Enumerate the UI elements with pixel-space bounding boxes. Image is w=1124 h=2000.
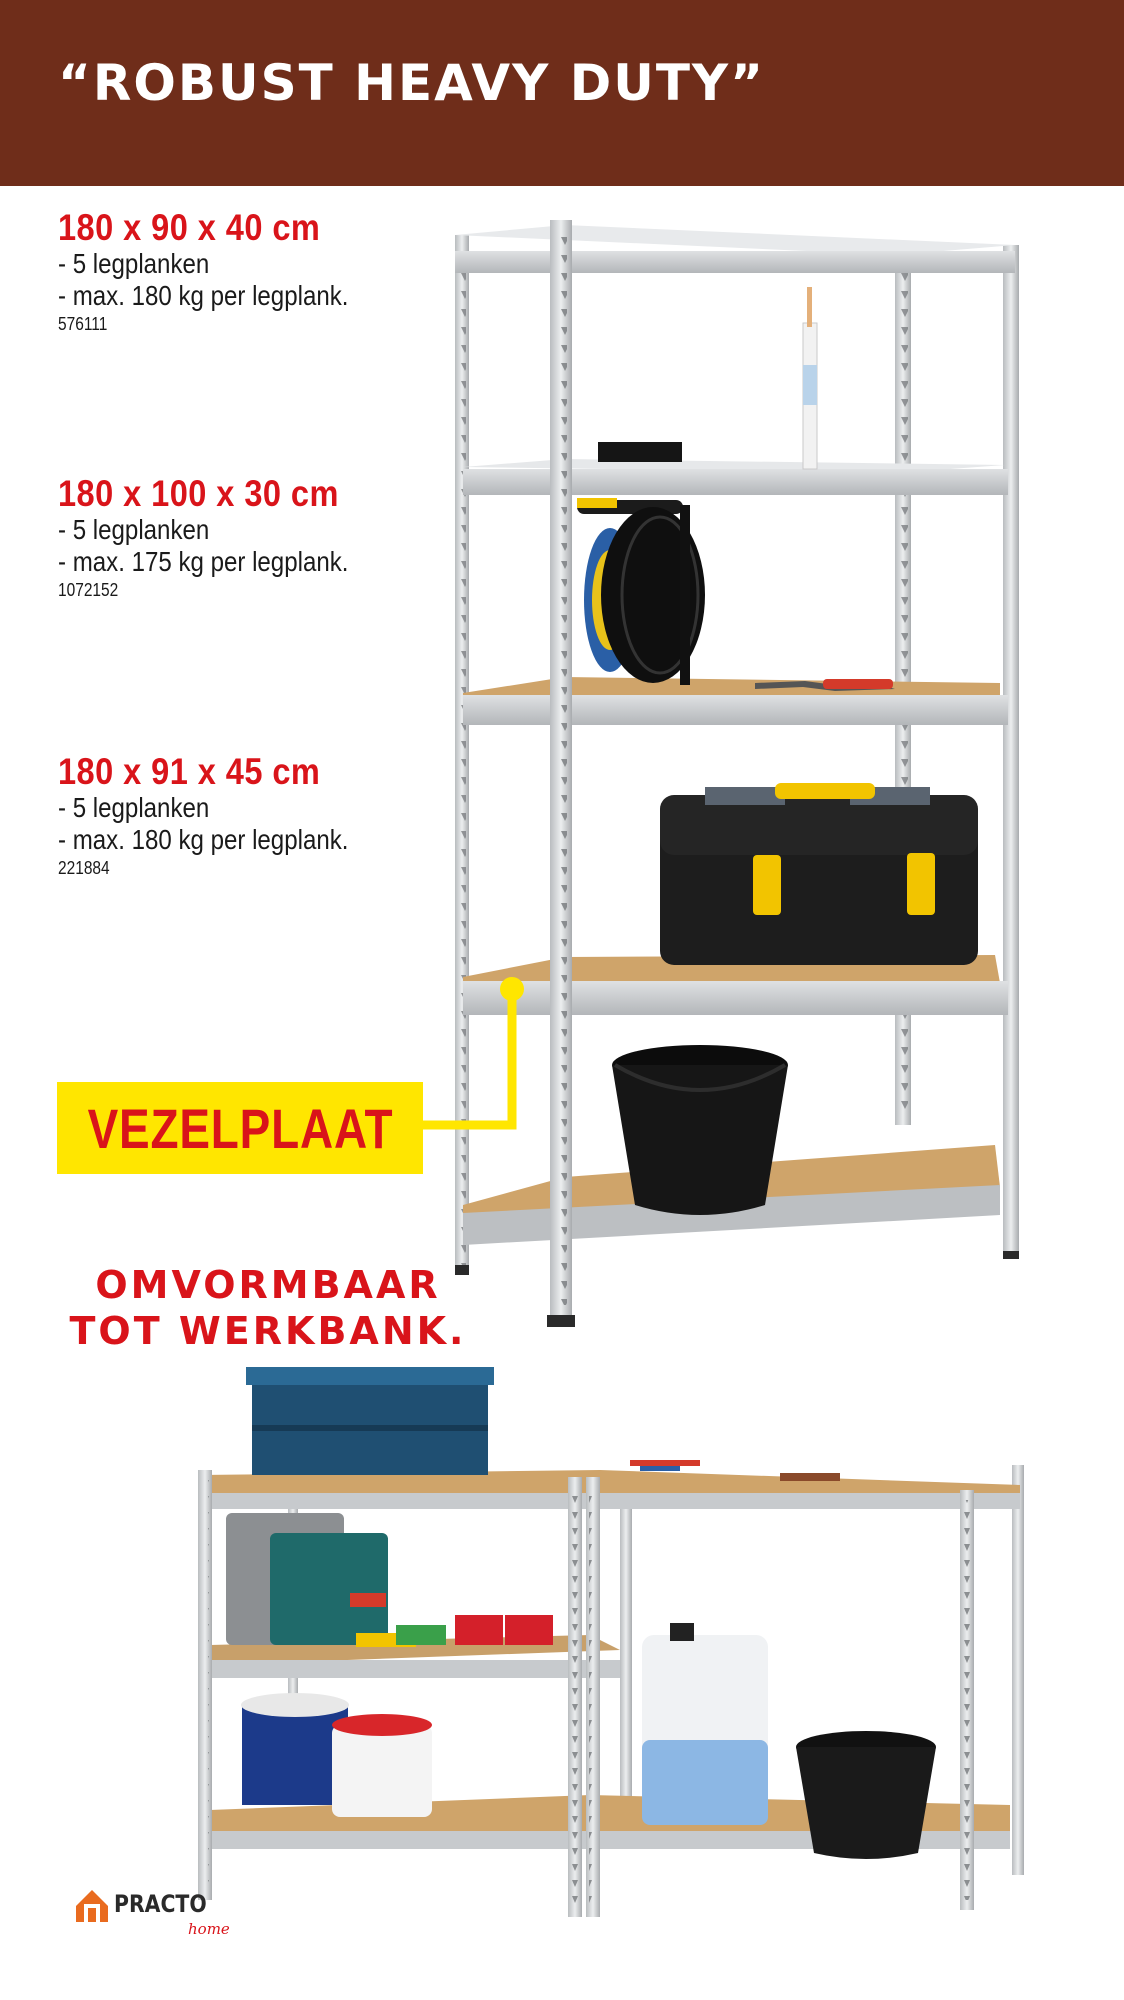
spec-article-code: 1072152 [58, 580, 119, 600]
brand-sub: home [188, 1920, 230, 1938]
spec-shelves: - 5 legplanken [58, 792, 210, 823]
callout-label: VEZELPLAAT [87, 1096, 393, 1160]
workbench-headline [58, 1262, 478, 1354]
spec-article-code: 576111 [58, 314, 108, 334]
spec-block-221884 [58, 752, 438, 880]
spec-block-1072152 [58, 474, 438, 602]
spec-shelves: - 5 legplanken [58, 514, 210, 545]
spec-max-load: - max. 180 kg per legplank. [58, 280, 349, 311]
spec-article-code: 221884 [58, 858, 110, 878]
workbench-line-1: OMVORMBAAR [95, 1263, 441, 1307]
brand-name: PRACTO [114, 1890, 207, 1918]
page-title: “ROBUST HEAVY DUTY” [58, 54, 765, 112]
brand-logo [72, 1886, 242, 1946]
shelving-unit-image [455, 215, 1035, 1335]
spec-size: 180 x 100 x 30 cm [58, 473, 339, 514]
spec-block-576111 [58, 208, 438, 336]
house-icon [72, 1886, 112, 1926]
callout-fiberboard [57, 1082, 423, 1174]
header-banner [0, 0, 1124, 186]
spec-size: 180 x 90 x 40 cm [58, 207, 321, 248]
spec-max-load: - max. 175 kg per legplank. [58, 546, 349, 577]
spec-size: 180 x 91 x 45 cm [58, 751, 321, 792]
spec-shelves: - 5 legplanken [58, 248, 210, 279]
workbench-line-2: TOT WERKBANK. [69, 1309, 467, 1353]
workbench-image [190, 1365, 1040, 1945]
spec-max-load: - max. 180 kg per legplank. [58, 824, 349, 855]
callout-connector [418, 975, 528, 1135]
